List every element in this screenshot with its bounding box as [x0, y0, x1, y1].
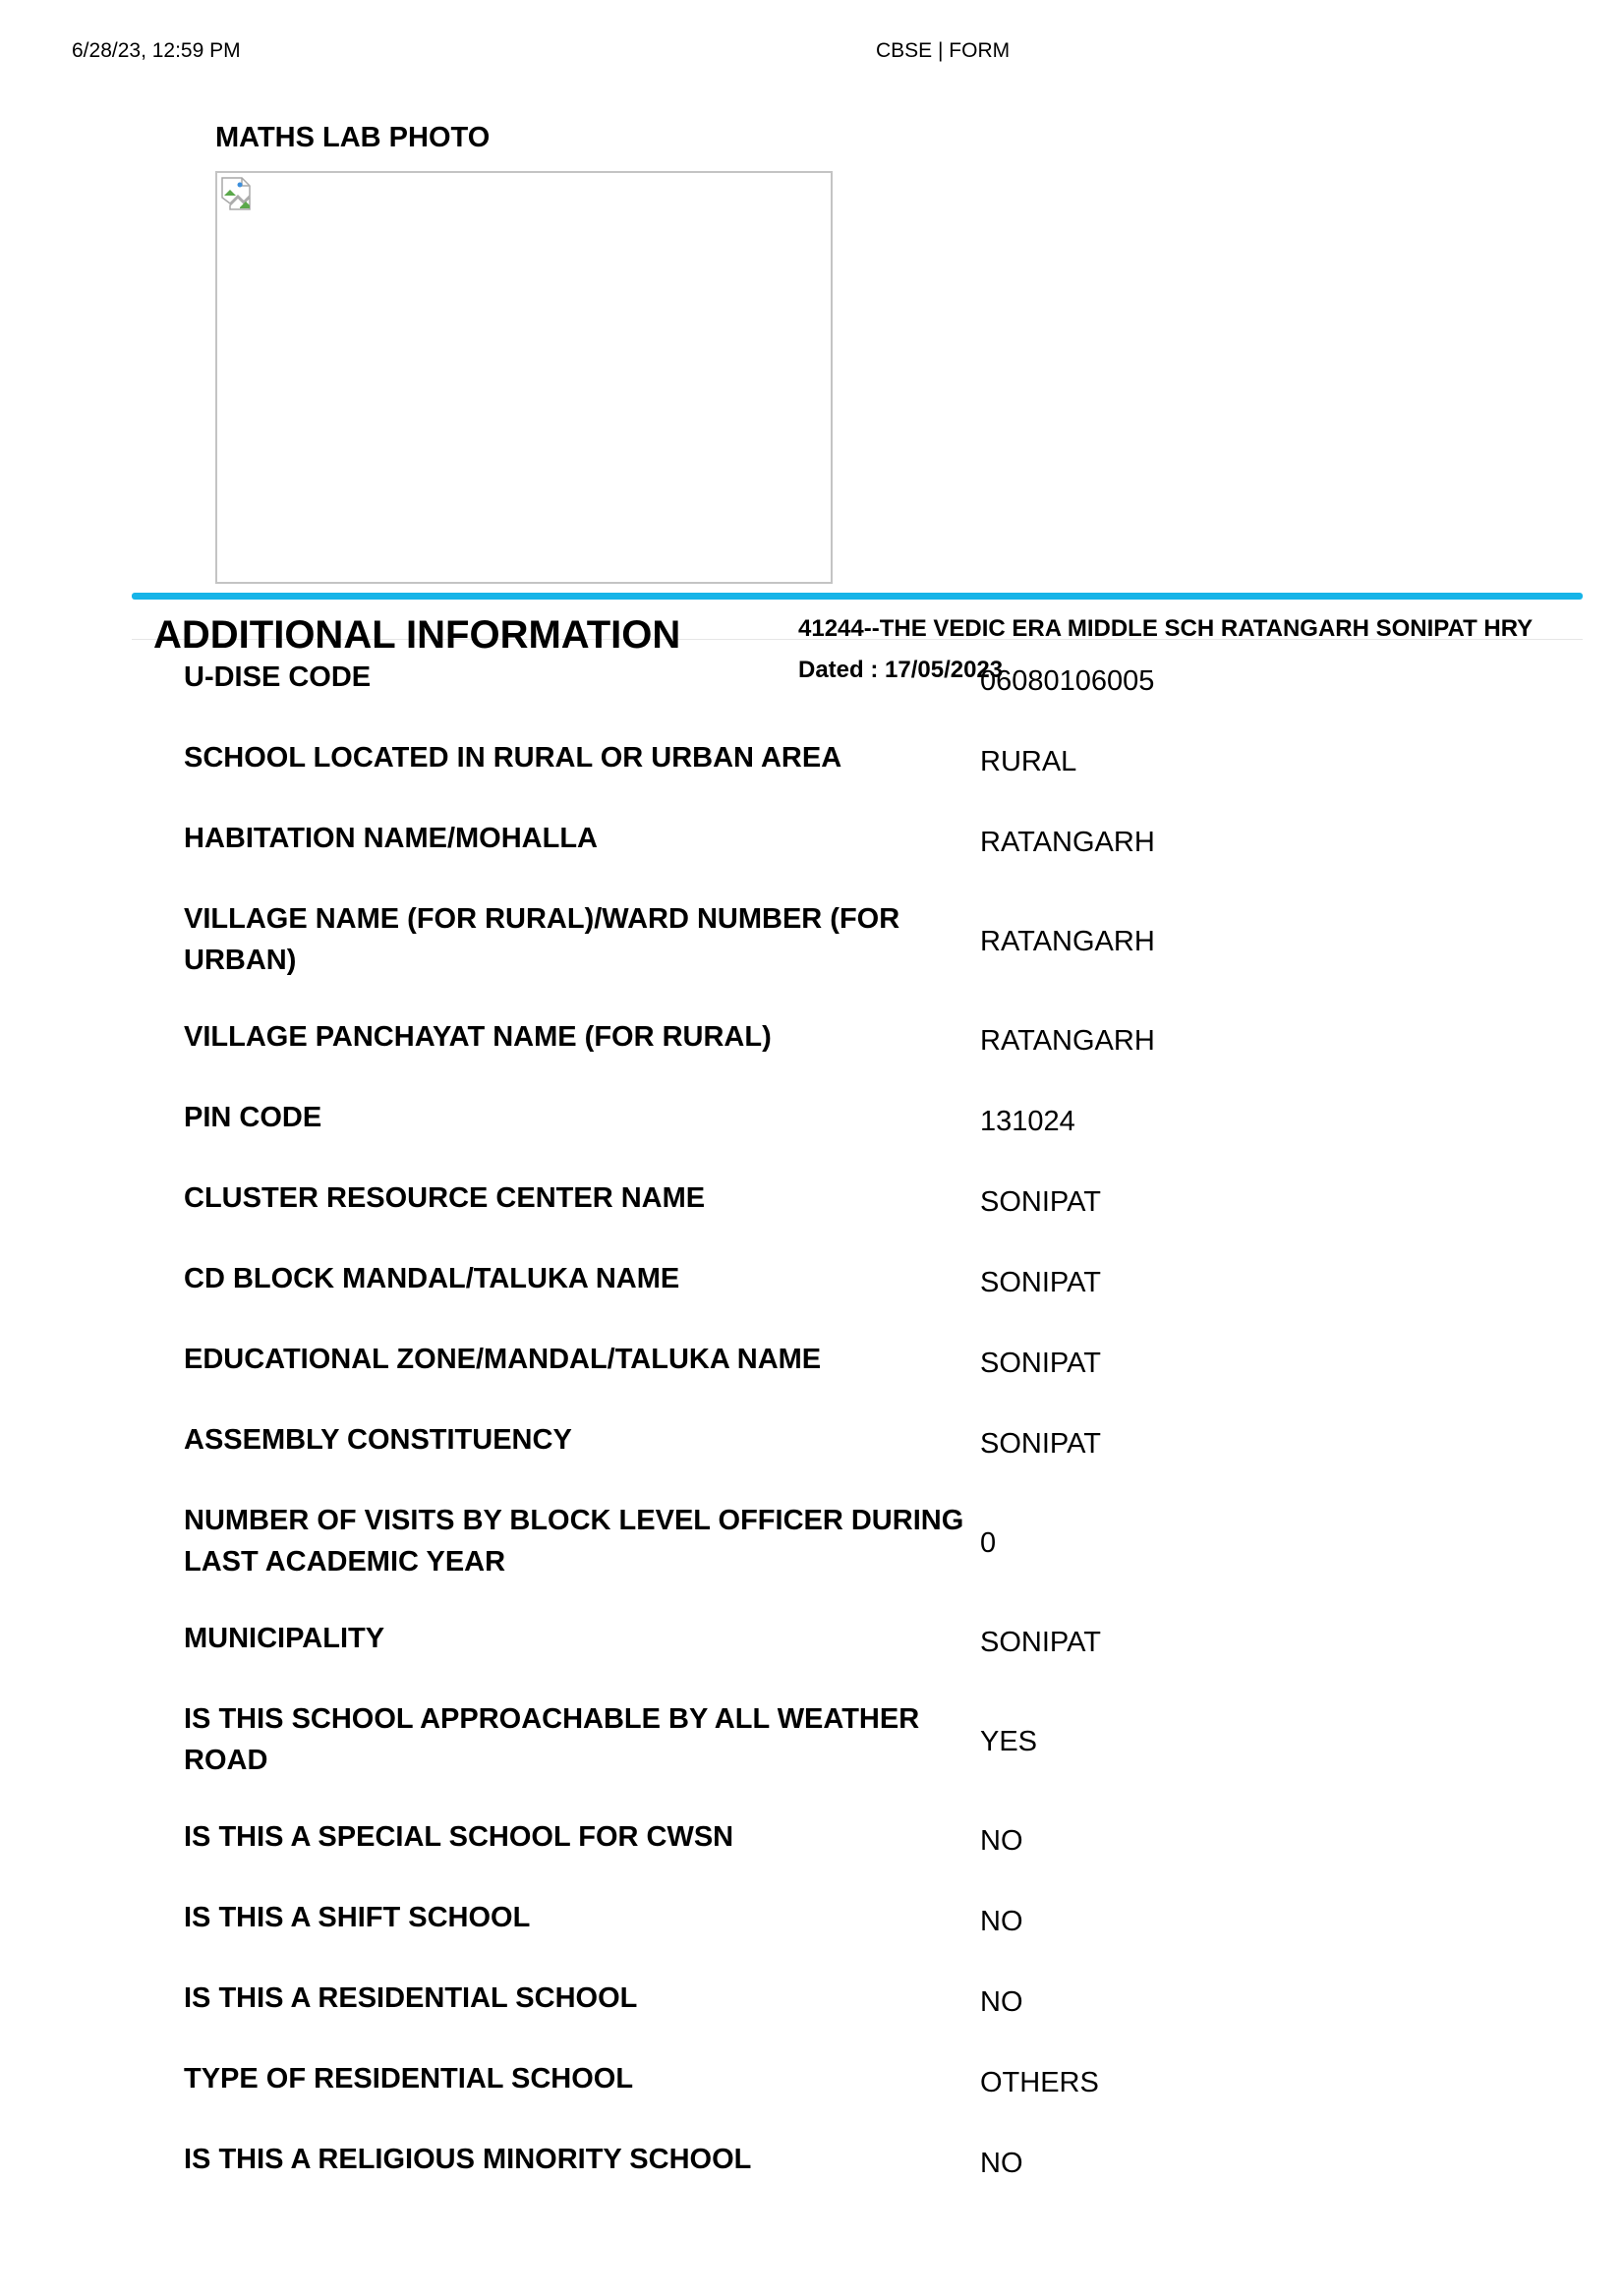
- field-value: 131024: [980, 1106, 1075, 1137]
- info-table: [184, 657, 1462, 2219]
- field-label: SCHOOL LOCATED IN RURAL OR URBAN AREA: [184, 742, 842, 774]
- field-value: RATANGARH: [980, 827, 1155, 858]
- field-label: ASSEMBLY CONSTITUENCY: [184, 1424, 572, 1456]
- info-row: [184, 898, 1462, 1016]
- field-label: PIN CODE: [184, 1102, 322, 1133]
- info-row: [184, 1419, 1462, 1500]
- info-row: [184, 657, 1462, 737]
- info-row: [184, 1097, 1462, 1177]
- info-row: [184, 1177, 1462, 1258]
- section-divider: [132, 593, 1583, 600]
- section-title: ADDITIONAL INFORMATION: [153, 613, 681, 657]
- field-label: IS THIS A SPECIAL SCHOOL FOR CWSN: [184, 1821, 734, 1853]
- info-row: [184, 1258, 1462, 1339]
- field-value: NO: [980, 1825, 1023, 1857]
- info-row: [184, 818, 1462, 898]
- field-label: U-DISE CODE: [184, 661, 372, 693]
- field-value: SONIPAT: [980, 1348, 1101, 1379]
- info-row: [184, 1698, 1462, 1816]
- field-label: IS THIS SCHOOL APPROACHABLE BY ALL WEATHER ROAD: [184, 1703, 920, 1776]
- info-row: [184, 1816, 1462, 1897]
- info-row: [184, 1897, 1462, 1978]
- maths-lab-photo-label: MATHS LAB PHOTO: [215, 122, 491, 153]
- print-datetime: 6/28/23, 12:59 PM: [72, 39, 241, 62]
- field-label: IS THIS A SHIFT SCHOOL: [184, 1902, 531, 1933]
- school-name: 41244--THE VEDIC ERA MIDDLE SCH RATANGARH SONIPAT HRY: [798, 615, 1534, 642]
- field-label: TYPE OF RESIDENTIAL SCHOOL: [184, 2063, 634, 2095]
- field-value: SONIPAT: [980, 1627, 1101, 1658]
- info-row: [184, 737, 1462, 818]
- field-value: RURAL: [980, 746, 1077, 777]
- field-label: HABITATION NAME/MOHALLA: [184, 823, 598, 854]
- dated-line: Dated : 17/05/2023: [798, 657, 1004, 683]
- field-value: NO: [980, 1986, 1023, 2018]
- field-label: IS THIS A RELIGIOUS MINORITY SCHOOL: [184, 2144, 752, 2175]
- field-value: SONIPAT: [980, 1186, 1101, 1218]
- info-row: [184, 1978, 1462, 2058]
- field-value: 0: [980, 1527, 997, 1559]
- info-row: [184, 1618, 1462, 1698]
- field-label: NUMBER OF VISITS BY BLOCK LEVEL OFFICER DURING LAST ACADEMIC YEAR: [184, 1505, 964, 1578]
- field-value: OTHERS: [980, 2067, 1099, 2098]
- field-value: NO: [980, 2148, 1023, 2179]
- field-value: NO: [980, 1906, 1023, 1937]
- info-row: [184, 1339, 1462, 1419]
- maths-lab-photo: [215, 171, 833, 584]
- field-label: EDUCATIONAL ZONE/MANDAL/TALUKA NAME: [184, 1344, 822, 1375]
- field-value: SONIPAT: [980, 1267, 1101, 1298]
- field-value: 06080106005: [980, 665, 1155, 697]
- field-label: IS THIS A RESIDENTIAL SCHOOL: [184, 1982, 638, 2014]
- field-value: RATANGARH: [980, 926, 1155, 957]
- field-value: RATANGARH: [980, 1025, 1155, 1057]
- field-label: CD BLOCK MANDAL/TALUKA NAME: [184, 1263, 680, 1294]
- info-row: [184, 2139, 1462, 2219]
- field-label: CLUSTER RESOURCE CENTER NAME: [184, 1182, 706, 1214]
- field-value: SONIPAT: [980, 1428, 1101, 1460]
- info-row: [184, 1500, 1462, 1618]
- field-label: VILLAGE PANCHAYAT NAME (FOR RURAL): [184, 1021, 772, 1053]
- page-title: CBSE | FORM: [876, 39, 1011, 62]
- info-row: [184, 2058, 1462, 2139]
- broken-image-icon: [220, 176, 256, 211]
- info-row: [184, 1016, 1462, 1097]
- field-label: VILLAGE NAME (FOR RURAL)/WARD NUMBER (FOR URBAN): [184, 903, 900, 976]
- field-label: MUNICIPALITY: [184, 1623, 385, 1654]
- field-value: YES: [980, 1726, 1038, 1757]
